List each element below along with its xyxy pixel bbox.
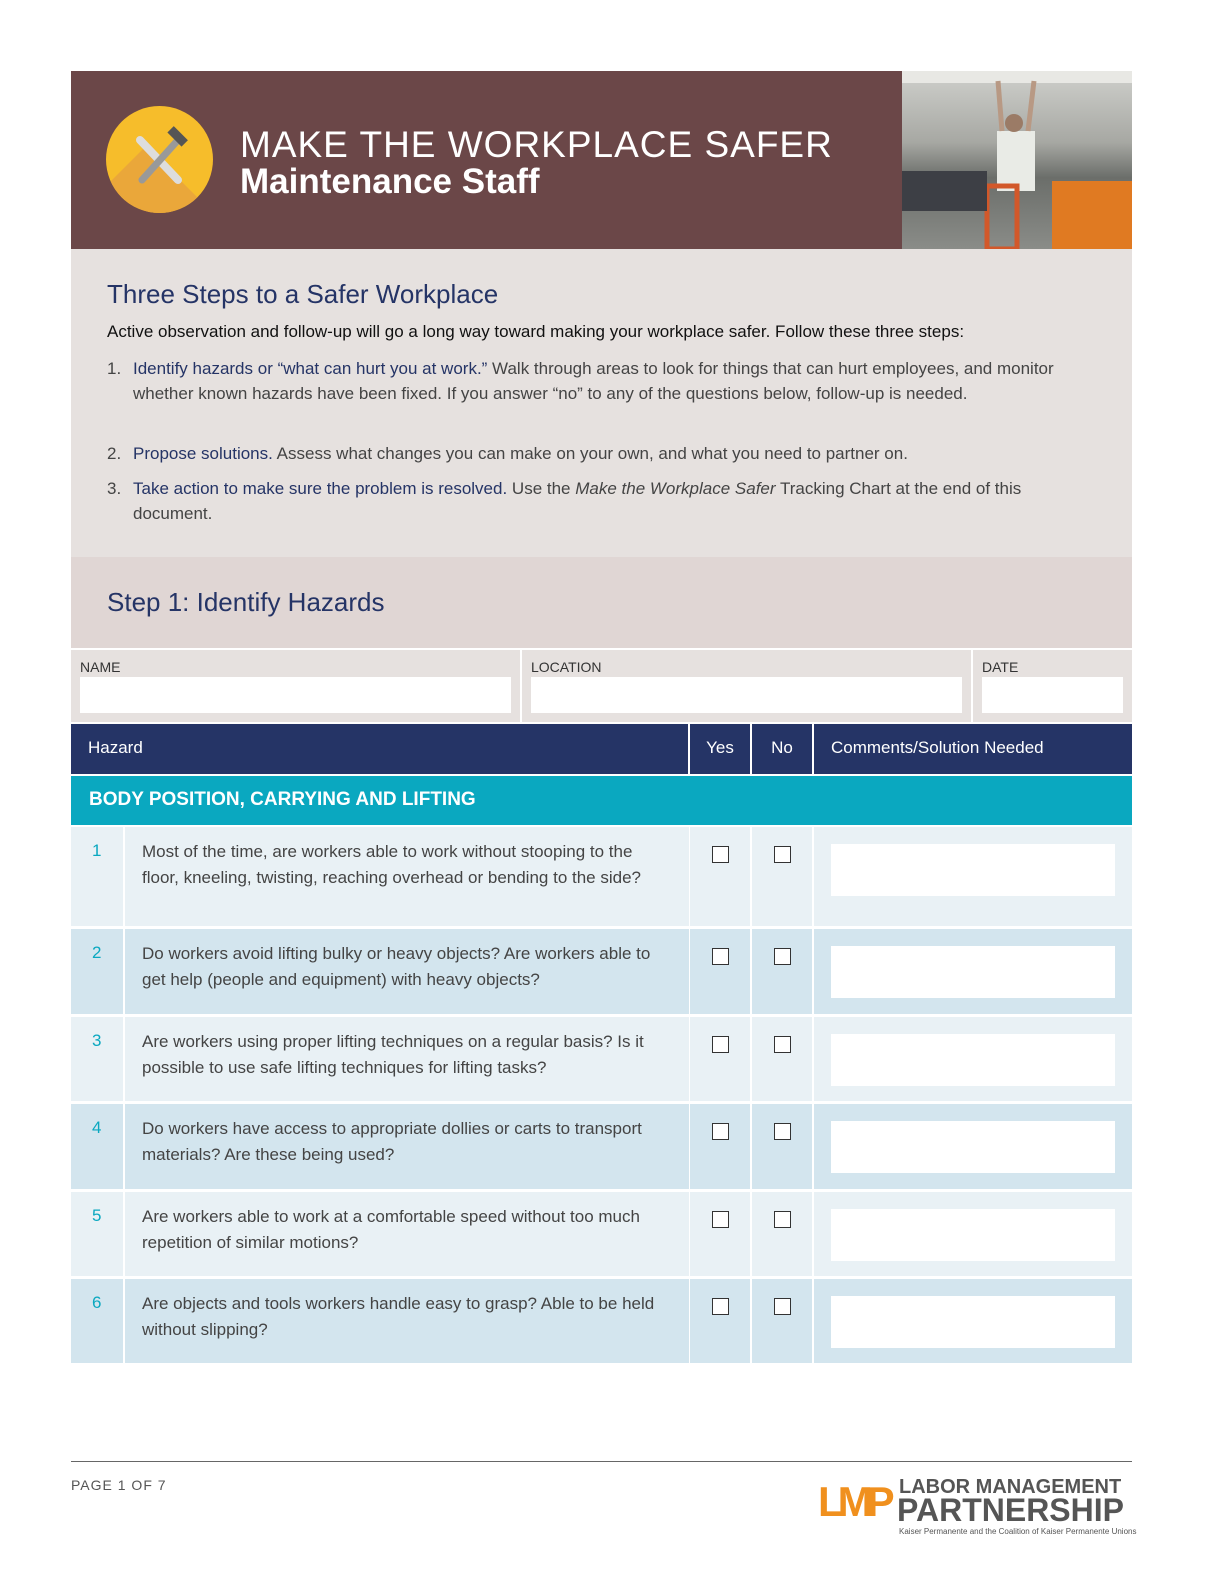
comments-cell xyxy=(814,929,1132,1014)
comments-input[interactable] xyxy=(831,1034,1115,1086)
intro-lead: Active observation and follow-up will go a long way toward making your workplace safer. Follow these three steps: xyxy=(107,322,965,341)
yes-cell xyxy=(690,827,750,926)
comments-cell xyxy=(814,1104,1132,1189)
comments-cell xyxy=(814,827,1132,926)
yes-checkbox[interactable] xyxy=(712,1298,729,1315)
hazard-question: Are workers able to work at a comfortable speed without too much repetition of similar motions? xyxy=(125,1192,689,1276)
yes-checkbox[interactable] xyxy=(712,1211,729,1228)
step1-section xyxy=(71,557,1132,648)
name-input[interactable] xyxy=(80,677,511,713)
document-subtitle: Maintenance Staff xyxy=(240,162,540,201)
table-row xyxy=(71,1017,1132,1101)
step-item: 2. Propose solutions. Assess what changes you can make on your own, and what you need to partner on. xyxy=(107,444,908,463)
logo-line1: LABOR MANAGEMENT xyxy=(899,1476,1122,1498)
yes-cell xyxy=(690,1017,750,1101)
no-checkbox[interactable] xyxy=(774,948,791,965)
location-input[interactable] xyxy=(531,677,962,713)
yes-checkbox[interactable] xyxy=(712,1036,729,1053)
no-checkbox[interactable] xyxy=(774,1298,791,1315)
yes-cell xyxy=(690,1104,750,1189)
hazard-question: Are workers using proper lifting techniques on a regular basis? Is it possible to use safe lifting techniques for lifting tasks? xyxy=(125,1017,689,1101)
location-field-cell xyxy=(522,650,971,722)
intro-section xyxy=(71,249,1132,557)
logo-tagline: Kaiser Permanente and the Coalition of Kaiser Permanente Unions xyxy=(899,1527,1137,1536)
footer-divider xyxy=(71,1461,1132,1462)
yes-cell xyxy=(690,929,750,1014)
no-checkbox[interactable] xyxy=(774,1036,791,1053)
yes-checkbox[interactable] xyxy=(712,948,729,965)
no-cell xyxy=(752,1017,812,1101)
step-item: 3. Take action to make sure the problem is resolved. Use the Make the Workplace Safer Tracking Chart at the end of this document. xyxy=(107,479,1022,523)
comments-input[interactable] xyxy=(831,1296,1115,1348)
comments-cell xyxy=(814,1192,1132,1276)
logo-line2: PARTNERSHIP xyxy=(897,1492,1124,1528)
date-field-cell xyxy=(973,650,1132,722)
intro-heading: Three Steps to a Safer Workplace xyxy=(107,279,499,309)
comments-input[interactable] xyxy=(831,1209,1115,1261)
header-hazard: Hazard xyxy=(71,724,688,774)
table-row xyxy=(71,1192,1132,1276)
date-label: DATE xyxy=(982,659,1019,675)
maintenance-worker-photo xyxy=(902,71,1132,249)
name-label: NAME xyxy=(80,659,121,675)
tools-icon xyxy=(106,106,213,213)
date-input[interactable] xyxy=(982,677,1123,713)
name-field-cell xyxy=(71,650,520,722)
header-yes: Yes xyxy=(690,724,750,774)
no-checkbox[interactable] xyxy=(774,1123,791,1140)
comments-input[interactable] xyxy=(831,1121,1115,1173)
table-row xyxy=(71,929,1132,1014)
row-number: 4 xyxy=(71,1104,123,1189)
lmp-logo-mark: LMP xyxy=(818,1478,889,1525)
no-cell xyxy=(752,929,812,1014)
table-row xyxy=(71,827,1132,926)
table-row xyxy=(71,1104,1132,1189)
header-comments: Comments/Solution Needed xyxy=(814,724,1132,774)
yes-checkbox[interactable] xyxy=(712,1123,729,1140)
row-number: 3 xyxy=(71,1017,123,1101)
document-title: MAKE THE WORKPLACE SAFER xyxy=(240,124,833,165)
comments-input[interactable] xyxy=(831,844,1115,896)
yes-checkbox[interactable] xyxy=(712,846,729,863)
hazard-question: Are objects and tools workers handle easy to grasp? Able to be held without slipping? xyxy=(125,1279,689,1363)
category-heading: BODY POSITION, CARRYING AND LIFTING xyxy=(71,776,1132,825)
no-cell xyxy=(752,1279,812,1363)
step1-heading: Step 1: Identify Hazards xyxy=(107,587,385,617)
comments-input[interactable] xyxy=(831,946,1115,998)
location-label: LOCATION xyxy=(531,659,602,675)
table-row xyxy=(71,1279,1132,1363)
no-cell xyxy=(752,827,812,926)
yes-cell xyxy=(690,1192,750,1276)
hazard-question: Most of the time, are workers able to work without stooping to the floor, kneeling, twisting, reaching overhead or bending to the side? xyxy=(125,827,689,926)
row-number: 6 xyxy=(71,1279,123,1363)
no-checkbox[interactable] xyxy=(774,846,791,863)
comments-cell xyxy=(814,1017,1132,1101)
hazard-question: Do workers have access to appropriate dollies or carts to transport materials? Are these being used? xyxy=(125,1104,689,1189)
yes-cell xyxy=(690,1279,750,1363)
header-no: No xyxy=(752,724,812,774)
row-number: 1 xyxy=(71,827,123,926)
no-cell xyxy=(752,1104,812,1189)
hazard-question: Do workers avoid lifting bulky or heavy objects? Are workers able to get help (people and equipment) with heavy objects? xyxy=(125,929,689,1014)
comments-cell xyxy=(814,1279,1132,1363)
row-number: 5 xyxy=(71,1192,123,1276)
no-checkbox[interactable] xyxy=(774,1211,791,1228)
row-number: 2 xyxy=(71,929,123,1014)
no-cell xyxy=(752,1192,812,1276)
step-item: 1. Identify hazards or “what can hurt you at work.” Walk through areas to look for things that can hurt employees, and monitor whether known hazards have been fixed. If you answer “no” to any of the questions below, follow-up is needed. xyxy=(107,359,1054,403)
page-number: PAGE 1 OF 7 xyxy=(71,1477,167,1493)
